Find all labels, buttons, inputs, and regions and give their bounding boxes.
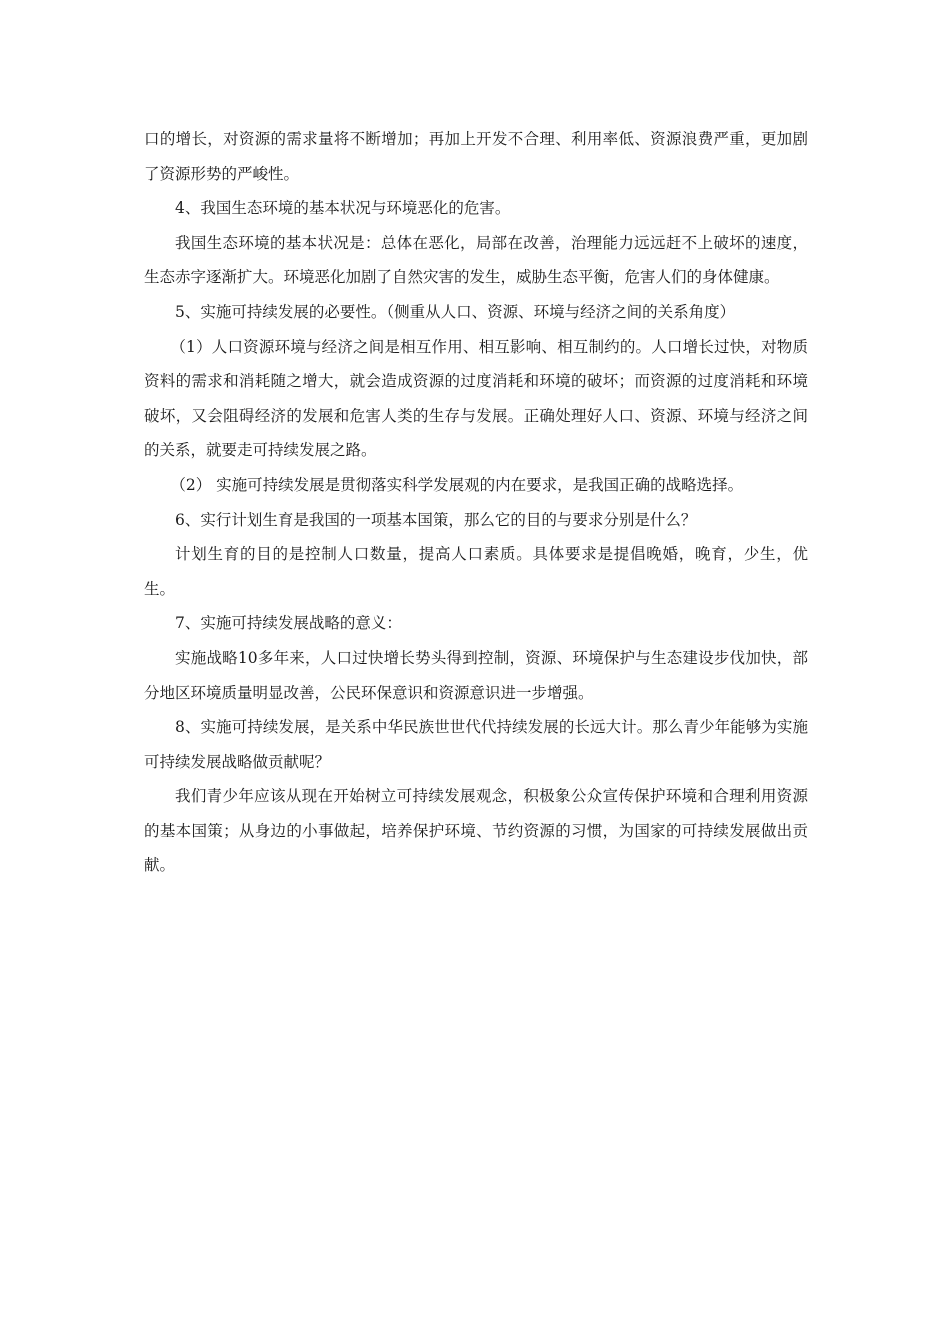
paragraph-point-2: （2） 实施可持续发展是贯彻落实科学发展观的内在要求，是我国正确的战略选择。	[170, 475, 744, 494]
heading-item-5: 5、实施可持续发展的必要性。（侧重从人口、资源、环境与经济之间的关系角度）	[175, 302, 736, 321]
paragraph-youth-contribution: 我们青少年应该从现在开始树立可持续发展观念，积极象公众宣传保护环境和合理利用资源的基本国策；从身边的小事做起，培养保护环境、节约资源的习惯，为国家的可持续发展做出贡献。	[144, 787, 808, 875]
heading-item-7: 7、实施可持续发展战略的意义：	[175, 614, 402, 633]
paragraph-strategy-significance: 实施战略10多年来，人口过快增长势头得到控制，资源、环境保护与生态建设步伐加快，部分地区环境质量明显改善，公民环保意识和资源意识进一步增强。	[144, 648, 808, 702]
heading-item-4: 4、我国生态环境的基本状况与环境恶化的危害。	[175, 199, 511, 218]
heading-item-8: 8、实施可持续发展，是关系中华民族世世代代持续发展的长远大计。那么青少年能够为实施可持续发展战略做贡献呢？	[144, 718, 808, 771]
paragraph-family-planning: 计划生育的目的是控制人口数量，提高人口素质。具体要求是提倡晚婚，晚育，少生，优生。	[144, 545, 808, 598]
heading-item-6: 6、实行计划生育是我国的一项基本国策，那么它的目的与要求分别是什么？	[175, 510, 697, 529]
paragraph-point-1: （1）人口资源环境与经济之间是相互作用、相互影响、相互制约的。人口增长过快，对物质资料的需求和消耗随之增大，就会造成资源的过度消耗和环境的破坏；而资源的过度消耗和环境破坏，又会阻碍经济的发展和危害人类的生存与发展。正确处理好人口、资源、环境与经济之间的关系，就要走可持续发展之路。	[144, 337, 808, 460]
paragraph-ecology-status: 我国生态环境的基本状况是：总体在恶化，局部在改善，治理能力远远赶不上破坏的速度，生态赤字逐渐扩大。环境恶化加剧了自然灾害的发生，威胁生态平衡，危害人们的身体健康。	[144, 233, 808, 287]
paragraph-continuation: 口的增长，对资源的需求量将不断增加；再加上开发不合理、利用率低、资源浪费严重，更加剧了资源形势的严峻性。	[144, 130, 808, 183]
document-body	[144, 122, 808, 883]
